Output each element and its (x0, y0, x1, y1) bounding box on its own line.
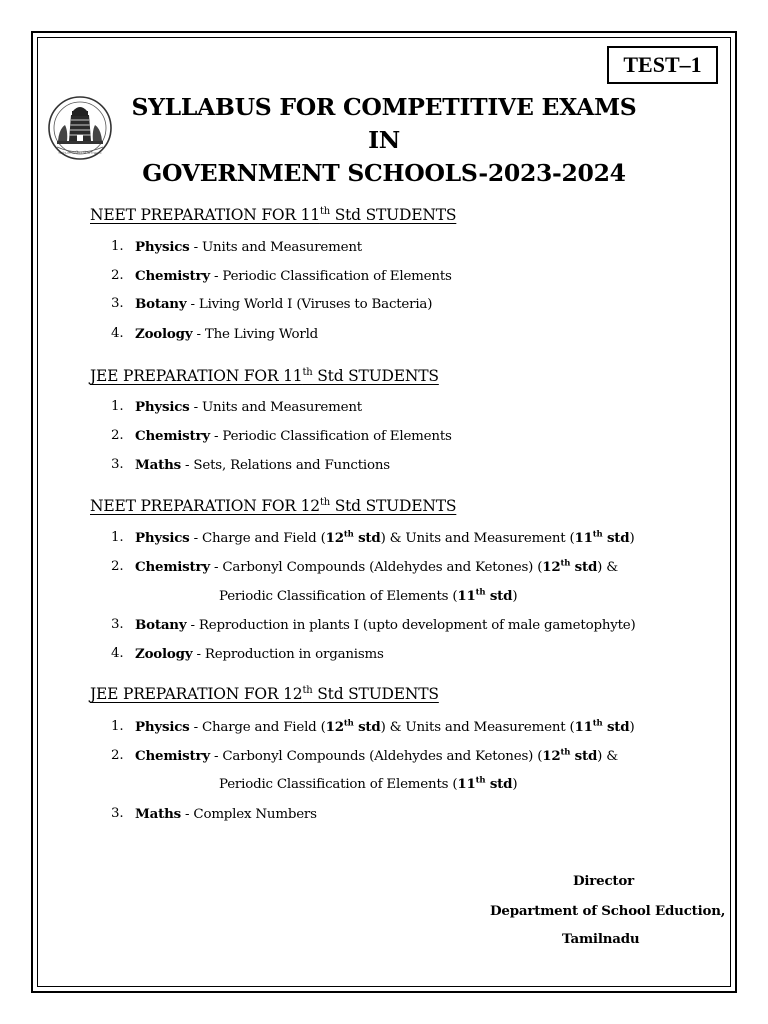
title-line-2: GOVERNMENT SCHOOLS-2023-2024 (142, 159, 626, 187)
emblem-motto: வாய்மையே வெல்லும் (58, 149, 102, 155)
document-title (118, 91, 650, 190)
section-heading-neet-12: NEET PREPARATION FOR 12th Std STUDENTS (90, 496, 457, 515)
title-line-1: SYLLABUS FOR COMPETITIVE EXAMS IN (131, 93, 637, 154)
signature-state: Tamilnadu (562, 931, 640, 947)
test-label-box (607, 46, 718, 84)
signature-title: Director (573, 873, 634, 889)
section-heading-jee-12: JEE PREPARATION FOR 12th Std STUDENTS (90, 684, 439, 703)
tamilnadu-emblem-icon (45, 95, 115, 161)
section-heading-jee-11: JEE PREPARATION FOR 11th Std STUDENTS (90, 366, 439, 385)
signature-department: Department of School Eduction, (490, 903, 726, 919)
section-heading-neet-11: NEET PREPARATION FOR 11th Std STUDENTS (90, 205, 457, 224)
test-label: TEST–1 (623, 52, 702, 77)
